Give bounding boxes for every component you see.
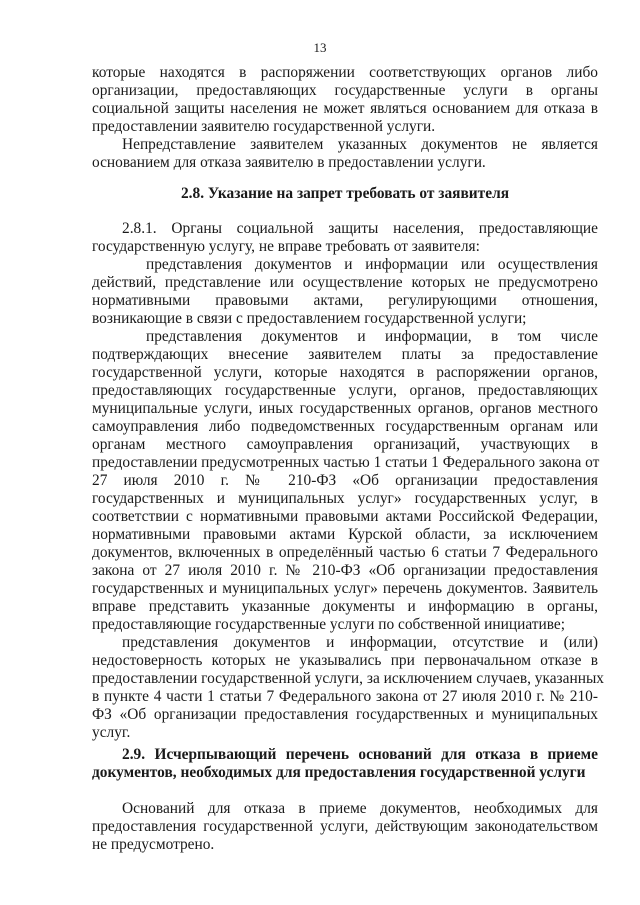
text-line: Непредставление заявителем указанных документов не является [122, 136, 598, 153]
text-line: возникающие в связи с предоставлением государственной услуги; [92, 310, 527, 327]
text-line: представления документов и информации, отсутствие и (или) [122, 634, 598, 651]
text-line: недостоверность которых не указывались при первоначальном отказе в [92, 652, 598, 669]
text-line: Оснований для отказа в приеме документов, необходимых для [122, 800, 598, 817]
page-number: 13 [313, 40, 327, 55]
text-line: предоставлении государственной услуги, за исключением случаев, указанных [92, 670, 604, 687]
text-line: вправе представить указанные документы и информацию в органы, [92, 598, 598, 615]
text-line: нормативными правовыми актами, регулирующими отношения, [92, 292, 598, 309]
section-heading-2-9: 2.9. Исчерпывающий перечень оснований для отказа в приеме [122, 746, 598, 763]
text-line: которые находятся в распоряжении соответствующих органов либо [92, 64, 598, 81]
section-heading-2-8: 2.8. Указание на запрет требовать от заявителя [180, 185, 510, 202]
text-line: соответствии с нормативными правовыми актами Российской Федерации, [92, 508, 598, 525]
text-line: социальной защиты населения не может являться основанием для отказа в [92, 100, 598, 117]
text-line: подтверждающих внесение заявителем платы за предоставление [92, 346, 598, 363]
text-line: закона от 27 июля 2010 г. № 210-ФЗ «Об организации предоставления [92, 562, 598, 579]
text-line: предоставлении предусмотренных частью 1 статьи 1 Федерального закона от [92, 454, 600, 471]
text-line: ФЗ «Об организации предоставления государственных и муниципальных [92, 706, 598, 723]
text-line: представления документов и информации или осуществления [146, 256, 598, 273]
section-heading-2-9-cont: документов, необходимых для предоставления государственной услуги [92, 764, 586, 781]
text-line: государственных и муниципальных услуг» перечень документов. Заявитель [92, 580, 598, 597]
text-line: самоуправления либо подведомственных государственным органам или [92, 418, 598, 435]
text-line: организации, предоставляющих государственные услуги в органы [92, 82, 598, 99]
text-line: органам местного самоуправления организаций, участвующих в [92, 436, 598, 453]
text-line: предоставления государственной услуги, действующим законодательством [92, 818, 598, 835]
text-line: в пункте 4 части 1 статьи 7 Федерального закона от 27 июля 2010 г. № 210- [92, 688, 598, 705]
text-line: муниципальные услуги, иных государственных органов, органов местного [92, 400, 598, 417]
text-line: государственную услугу, не вправе требовать от заявителя: [92, 238, 480, 255]
text-line: предоставляющие государственные услуги по собственной инициативе; [92, 616, 566, 633]
text-line: документов, включенных в определённый частью 6 статьи 7 Федерального [92, 544, 598, 561]
text-line: представления документов и информации, в том числе [146, 328, 598, 345]
text-line: 27 июля 2010 г. № 210-ФЗ «Об организации предоставления [92, 472, 598, 489]
text-line: нормативными правовыми актами Курской области, за исключением [92, 526, 598, 543]
text-line: государственных и муниципальных услуг» государственных услуг, в [92, 490, 598, 507]
text-line: предоставляющих государственные услуги, органов, предоставляющих [92, 382, 598, 399]
text-line: не предусмотрено. [92, 836, 215, 853]
text-line: предоставлении заявителю государственной услуги. [92, 118, 436, 135]
text-line: государственной услуги, которые находятся в распоряжении органов, [92, 364, 598, 381]
text-line: основанием для отказа заявителю в предоставлении услуги. [92, 154, 486, 171]
text-line: действий, представление или осуществление которых не предусмотрено [92, 274, 598, 291]
text-line: 2.8.1. Органы социальной защиты населения, предоставляющие [122, 220, 598, 237]
text-line: услуг. [92, 724, 131, 741]
